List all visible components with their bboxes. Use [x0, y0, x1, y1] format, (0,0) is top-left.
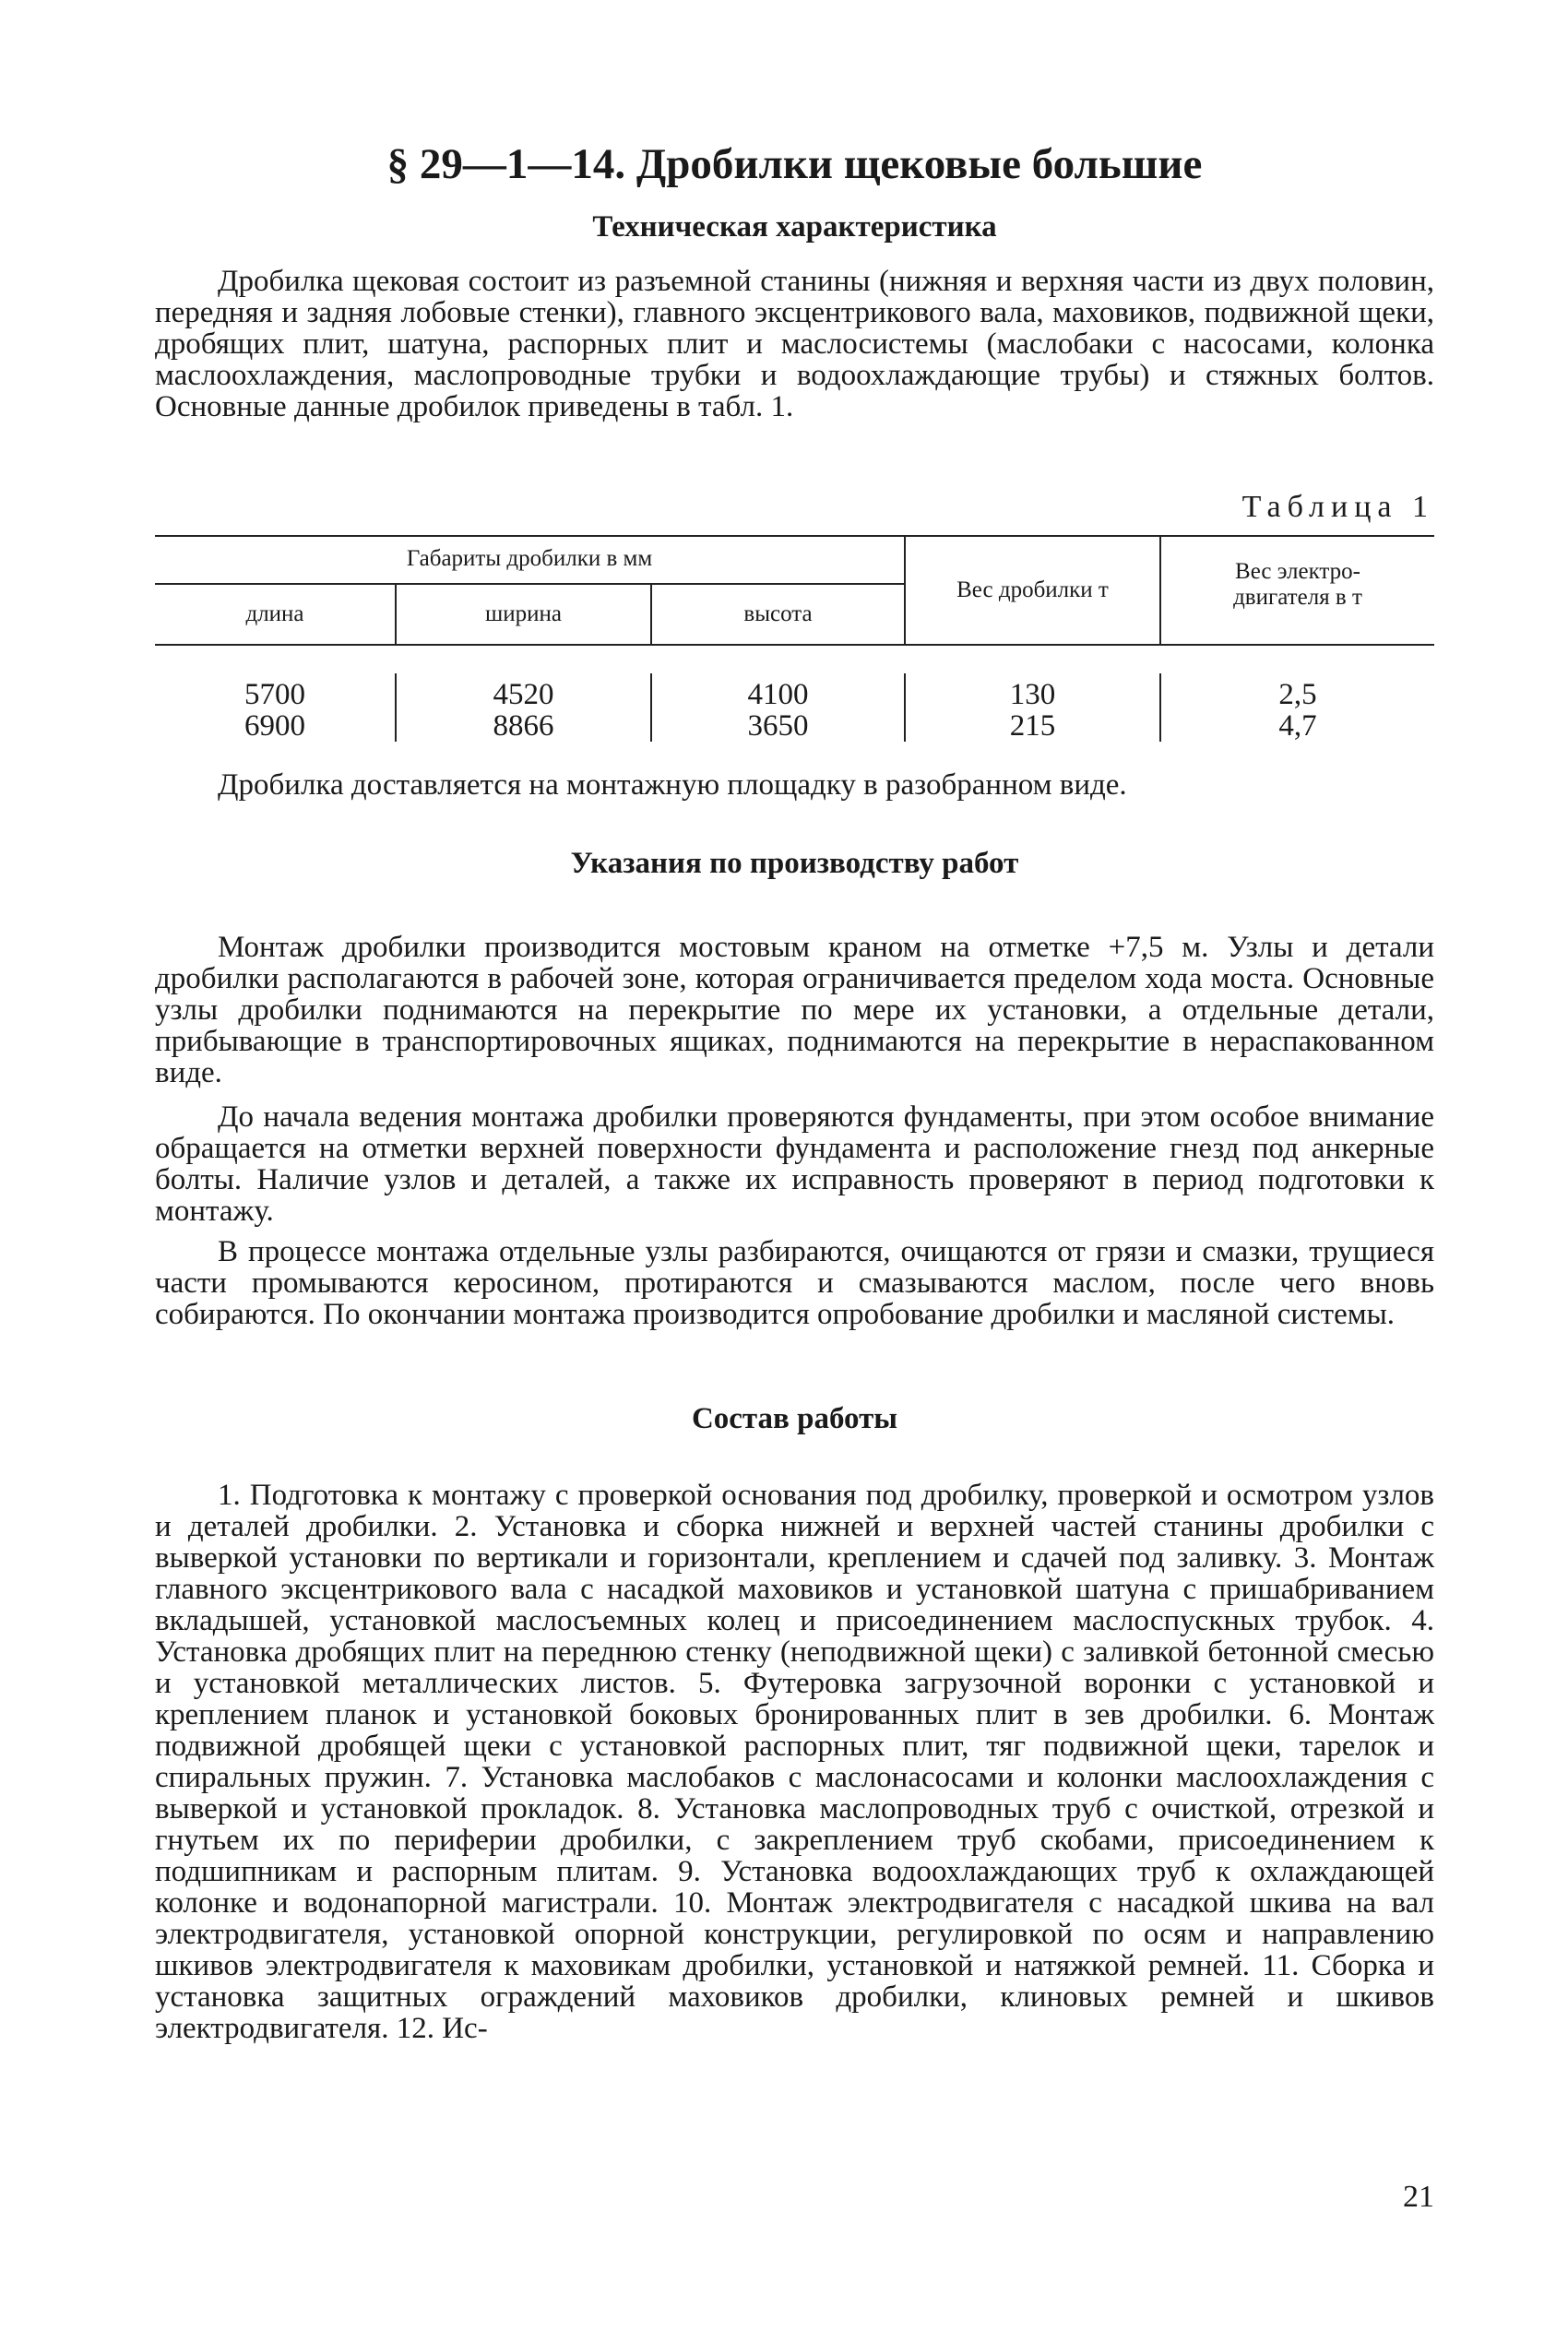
table-cell-r2-width: 8866 [493, 709, 554, 743]
table-top-rule [155, 535, 1434, 537]
table-caption: Таблица 1 [1241, 490, 1434, 524]
page-number: 21 [1403, 2180, 1434, 2214]
table-cell-r1-width: 4520 [493, 678, 554, 711]
instructions-paragraph-1: Монтаж дробилки производится мостовым краном на отметке +7,5 м. Узлы и детали дробилки располагаются в рабочей зоне, которая ограничивается пределом хода моста. Основные узлы дробилки поднимаются на перекрытие по мере их установки, а отдельные детали, прибывающие в транспортировочных ящиках, поднимаются на перекрытие в нераспакованном виде. [155, 931, 1434, 1089]
table-cell-r2-length: 6900 [244, 709, 305, 743]
delivery-note: Дробилка доставляется на монтажную площадку в разобранном виде. [218, 768, 1127, 802]
table-header-length: длина [245, 601, 304, 626]
table-header-width: ширина [485, 601, 562, 626]
table-header-rule [155, 644, 1434, 646]
table-cell-r2-crusher-weight: 215 [1009, 709, 1056, 743]
table-cell-r1-height: 4100 [747, 678, 809, 711]
table-cell-r1-motor-weight: 2,5 [1278, 678, 1317, 711]
table-cell-r1-crusher-weight: 130 [1009, 678, 1056, 711]
table-group-rule [155, 583, 904, 585]
section-title: § 29—1—14. Дробилки щековые большие [386, 140, 1203, 188]
table-cell-r1-length: 5700 [244, 678, 305, 711]
table-header-height: высота [743, 601, 813, 626]
instructions-paragraph-3: В процессе монтажа отдельные узлы разбираются, очищаются от грязи и смазки, трущиеся части промываются керосином, протираются и смазываются маслом, после чего вновь собираются. По окончании монтажа производится опробование дробилки и масляной системы. [155, 1235, 1434, 1331]
subheading-work-instructions: Указания по производству работ [570, 847, 1019, 880]
composition-paragraph: 1. Подготовка к монтажу с проверкой основания под дробилку, проверкой и осмотром узлов и деталей дробилки. 2. Установка и сборка нижней и верхней частей станины дробилки с выверкой установки по вертикали и горизонтали, креплением и сдачей под заливку. 3. Монтаж главного эксцентрикового вала с насадкой маховиков и установкой шатуна с пришабриванием вкладышей, установкой маслосъемных колец и присоединением маслоспускных трубок. 4. Установка дробящих плит на переднюю стенку (неподвижной щеки) с заливкой бетонной смесью и установкой металлических листов. 5. Футеровка загрузочной воронки с установкой и креплением планок и установкой боковых бронированных плит в зев дробилки. 6. Монтаж подвижной дробящей щеки с установкой распорных плит, тяг подвижной щеки, тарелок и спиральных пружин. 7. Установка маслобаков с маслонасосами и колонки маслоохлаждения с выверкой и установкой прокладок. 8. Установка маслопроводных труб с очисткой, отрезкой и гнутьем их по периферии дробилки, с закреплением труб скобами, присоединением к подшипникам и распорным плитам. 9. Установка водоохлаждающих труб к охлаждающей колонке и водонапорной магистрали. 10. Монтаж электродвигателя с насадкой шкива на вал электродвигателя, установкой опорной конструкции, регулировкой по осям и направлению шкивов электродвигателя к маховикам дробилки, установкой и натяжкой ремней. 11. Сборка и установка защитных ограждений маховиков дробилки, клиновых ремней и шкивов электродвигателя. 12. Ис- [155, 1479, 1434, 2045]
table-group-header: Габариты дробилки в мм [406, 546, 653, 571]
table-header-motor-weight: Вес электро-двигателя в т [1233, 559, 1362, 610]
subheading-technical-characteristics: Техническая характеристика [592, 210, 997, 244]
intro-paragraph: Дробилка щековая состоит из разъемной станины (нижняя и верхняя части из двух половин, передняя и задняя лобовые стенки), главного эксцентрикового вала, маховиков, подвижной щеки, дробящих плит, шатуна, распорных плит и маслосистемы (маслобаки с насосами, колонка маслоохлаждения, маслопроводные трубки и водоохлаждающие трубы) и стяжных болтов. Основные данные дробилок приведены в табл. 1. [155, 265, 1434, 423]
instructions-paragraph-2: До начала ведения монтажа дробилки проверяются фундаменты, при этом особое внимание обращается на отметки верхней поверхности фундамента и расположение гнезд под анкерные болты. Наличие узлов и деталей, а также их исправность проверяют в период подготовки к монтажу. [155, 1100, 1434, 1228]
table-cell-r2-height: 3650 [747, 709, 809, 743]
subheading-work-composition: Состав работы [691, 1402, 898, 1435]
table-header-crusher-weight: Вес дробилки т [956, 577, 1109, 602]
table-cell-r2-motor-weight: 4,7 [1278, 709, 1317, 743]
